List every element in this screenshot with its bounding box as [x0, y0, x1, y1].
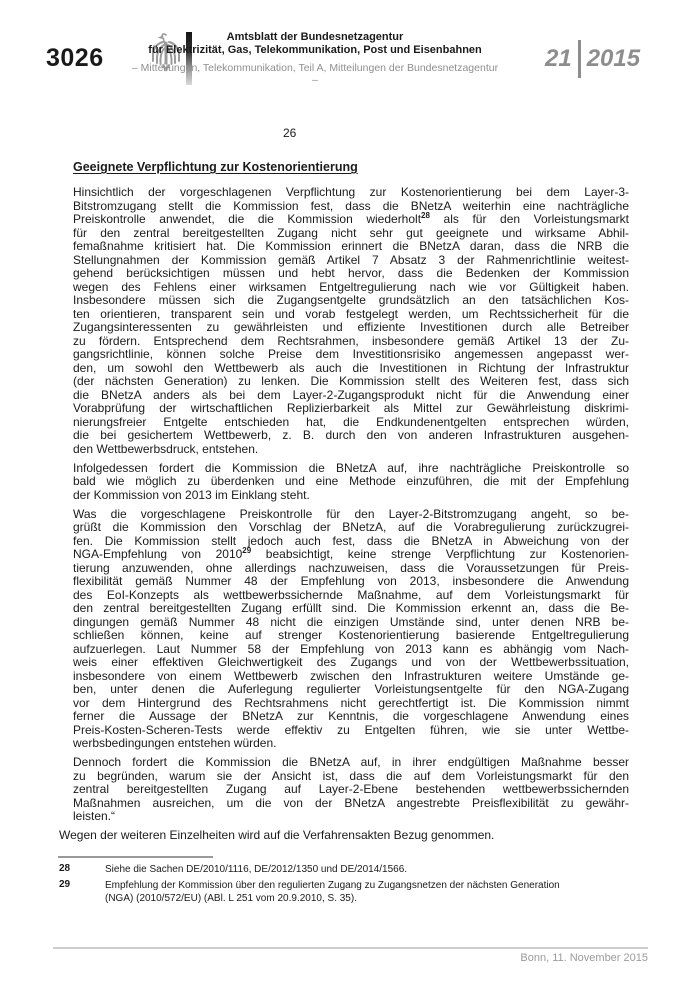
paragraph-line: vor dem Hintergrund des Rechtsrahmens nicht gerechtfertigt ist. Die Kommission nimmt	[73, 695, 629, 710]
footnote-separator-rule	[58, 856, 213, 858]
paragraph-line: Maßnahmen ausreichen, um die von der BNetzA angestrebte Preisflexibilität zu gewähr-	[73, 795, 629, 810]
paragraph-line: zentral bereitgestellten Zugang auf Layer-2-Ebene bestehenden wettbewerbssichernden	[73, 782, 629, 796]
paragraph-line: die BNetzA anders als bei dem Layer-2-Zugangsprodukt nicht für die Anwendung einer	[73, 387, 629, 402]
paragraph-line: nierungsfreier Entgelte entschieden hat, die Endkundenentgelten entsprechen würden,	[73, 414, 629, 429]
paragraph-line: ten orientieren, transparent sein und vorab festgelegt werden, um Rechtssicherheit für die	[73, 306, 629, 321]
paragraph-line: Zugangsinteressenten zu gewährleisten und effiziente Investitionen durch alle Betreiber	[73, 320, 629, 334]
paragraph-line: Infolgedessen fordert die Kommission die BNetzA auf, ihre nachträgliche Preiskontrolle so	[73, 460, 629, 475]
paragraph-line: Vorabprüfung der wirtschaftlichen Replizierbarkeit als Mittel zur Gewährleistung diskrimi-	[73, 401, 629, 415]
paragraph	[73, 462, 629, 503]
paragraph-line: tierung anzuwenden, ohne allerdings nachzuweisen, dass die Voraussetzungen für Preis-	[73, 560, 629, 575]
paragraph-line: zu begründen, warum sie der Ansicht ist, dass die auf dem Vorleistungsmarkt für den	[73, 768, 629, 783]
footnote-text: Siehe die Sachen DE/2010/1116, DE/2012/1350 und DE/2014/1566.	[105, 864, 408, 875]
masthead-title-line1: Amtsblatt der Bundesnetzagentur	[226, 31, 404, 43]
paragraph-line: weis einer effektiven Gleichwertigkeit des Zugangs und von der Wettbewerbssituation,	[73, 655, 629, 669]
paragraph-line: bald wie möglich zu überdenken und eine Methode einzuführen, die mit der Empfehlung	[73, 474, 629, 488]
paragraph-line: den Wettbewerbsdruck, entstehen.	[73, 441, 259, 456]
section-heading: Geeignete Verpflichtung zur Kostenorientierung	[73, 160, 358, 174]
issue-block	[545, 40, 640, 78]
paragraph-line: gehend berücksichtigen müssen und hebt hervor, dass die Bedenken der Kommission	[73, 266, 629, 280]
masthead-title-block	[130, 31, 500, 86]
paragraph	[73, 756, 629, 824]
masthead-title-line2: für Elektrizität, Gas, Telekommunikation, Post und Eisenbahnen	[148, 44, 482, 56]
footnotes-list	[59, 863, 634, 908]
paragraph-line: Preis-Kosten-Scheren-Tests werde effektiv zu Entgelten führen, wie sie unter Wettbe-	[73, 722, 629, 737]
paragraph-line: der Kommission von 2013 im Einklang steht.	[73, 487, 310, 502]
footnote-reference: 28	[421, 211, 430, 220]
masthead-page-code: 3026	[46, 44, 104, 72]
paragraph-line: NGA-Empfehlung von 2010$^{29}$ beabsichtigt, keine strenge Verpflichtung zur Kostenorien-	[73, 546, 629, 561]
footnote-marker: 28	[59, 863, 71, 874]
issue-year: 2015	[586, 45, 641, 72]
paragraph-line: ben, unter denen die Auferlegung regulierter Vorleistungsentgelte für den NGA-Zugang	[73, 682, 629, 696]
masthead-subtitle: – Mitteilungen, Telekommunikation, Teil A, Mitteilungen der Bundesnetzagentur –	[131, 62, 499, 86]
paragraph-line: Bitstromzugang stellt die Kommission fest, dass die BNetzA weiterhin eine nachträgliche	[73, 198, 629, 213]
paragraph-line: ferner die Aussage der BNetzA zur Kenntnis, die vorgeschlagene Anwendung eines	[73, 709, 629, 723]
paragraph-line: fen. Die Kommission stellt jedoch auch fest, dass die BNetzA in Abweichung von der	[73, 533, 629, 548]
paragraph	[73, 508, 629, 751]
footnote	[59, 863, 634, 876]
footnote	[59, 879, 634, 905]
paragraph-line: für den zentral bereitgestellten Zugang nicht sehr gut geeignete und wirksame Abhil-	[73, 225, 629, 240]
paragraph-line: Was die vorgeschlagene Preiskontrolle für den Layer-2-Bitstromzugang angeht, so be-	[73, 506, 629, 521]
paragraph-line: Preiskontrolle anwendet, die die Kommission wiederholt$^{28}$ als für den Vorleistungsmarkt	[73, 211, 629, 226]
paragraph-line: werbsbedingungen entstehen würden.	[73, 736, 277, 750]
paragraph-line: zu fördern. Entsprechend dem Rechtsrahmen, insbesondere gemäß Artikel 13 der Zu-	[73, 333, 629, 348]
paragraph-line: Stellungnahmen der Kommission gemäß Artikel 7 Absatz 3 der Rahmenrichtlinie weitest-	[73, 252, 629, 267]
issue-divider-line	[578, 40, 581, 78]
footer-rule	[53, 947, 648, 949]
paragraph-line: dingungen gemäß Nummer 48 nicht die einzigen Umstände sind, unter denen NRB be-	[73, 614, 629, 629]
page-number: 26	[283, 126, 297, 140]
paragraph-line: wegen des Fehlens einer wirksamen Entgeltregulierung nach wie vor Gültigkeit haben.	[73, 279, 629, 294]
paragraph-line: des EoI-Konzepts als wettbewerbssichernde Maßnahme, auf dem Vorleistungsmarkt für	[73, 587, 629, 602]
paragraph-line: (der nächsten Generation) zu lenken. Die Kommission stellt des Weiteren fest, dass sich	[73, 374, 629, 388]
paragraph-line: schließen können, keine auf strenger Kostenorientierung basierende Entgeltregulierung	[73, 628, 629, 642]
footnote-marker: 29	[59, 879, 71, 890]
paragraph-line: leisten.“	[73, 809, 116, 823]
paragraph-line: den, um sowohl den Wettbewerb als auch die Investitionen in Richtung der Infrastruktur	[73, 360, 629, 375]
paragraph-line: Insbesondere müssen sich die Zugangsentgelte grundsätzlich an den tatsächlichen Kos-	[73, 293, 629, 307]
paragraph-line: flexibilität gemäß Nummer 48 der Empfehlung von 2013, insbesondere die Anwendung	[73, 574, 629, 588]
paragraph	[59, 829, 629, 843]
paragraph-line: den zentral bereitgestellten Zugang erfüllt sind. Die Kommission erkennt an, dass die Be-	[73, 601, 629, 615]
paragraph-line: femaßnahme kritisiert hat. Die Kommission erinnert die BNetzA daran, dass die NRB die	[73, 239, 629, 253]
paragraph-line: aufzuerlegen. Laut Nummer 58 der Empfehlung von 2013 kann es abhängig vom Nach-	[73, 641, 629, 656]
footer-date: Bonn, 11. November 2015	[520, 952, 648, 964]
body-paragraphs	[59, 186, 629, 848]
paragraph-line: Hinsichtlich der vorgeschlagenen Verpflichtung zur Kostenorientierung bei dem Layer-3-	[73, 185, 629, 199]
issue-number: 21	[545, 45, 572, 72]
footnote-reference: 29	[242, 546, 252, 555]
paragraph-line: die bei gesichertem Wettbewerb, z. B. durch den von anderen Infrastrukturen ausgehen-	[73, 428, 629, 442]
paragraph	[73, 186, 629, 456]
paragraph-line: Wegen der weiteren Einzelheiten wird auf die Verfahrensakten Bezug genommen.	[59, 828, 495, 842]
paragraph-line: Dennoch fordert die Kommission die BNetzA auf, in ihrer endgültigen Maßnahme besser	[73, 755, 629, 769]
paragraph-line: insbesondere von einem Wettbewerb zwischen den Infrastrukturen weitere Umstände ge-	[73, 668, 629, 683]
paragraph-line: gangsrichtlinie, können solche Preise dem Investitionsrisiko angemessen angepasst wer-	[73, 347, 629, 361]
footnote-text: Empfehlung der Kommission über den regulierten Zugang zu Zugangsnetzen der nächsten Generation (NGA) (2010/572/EU) (ABl. L 251 vom 20.9.2010, S. 35).	[105, 880, 560, 904]
paragraph-line: grüßt die Kommission den Vorschlag der BNetzA, auf die Vorabregulierung zurückzugrei-	[73, 520, 629, 534]
